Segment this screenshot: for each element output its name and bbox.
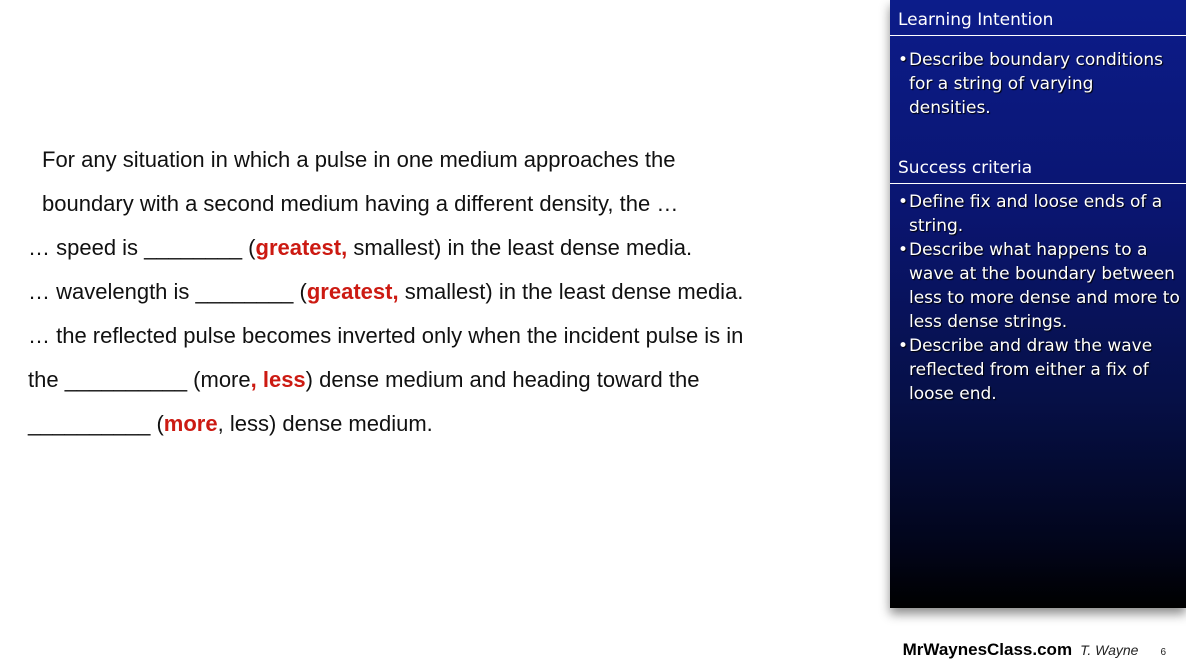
- body-line-7: [28, 402, 888, 446]
- slide-body: [28, 138, 888, 446]
- body-line-1: For any situation in which a pulse in one medium approaches the: [42, 147, 676, 172]
- wavelength-text-before: … wavelength is ________ (: [28, 279, 307, 304]
- toward-answer-more: more: [163, 411, 218, 436]
- speed-answer: greatest,: [255, 235, 348, 260]
- medium-text-before: the __________ (more: [28, 367, 251, 392]
- success-criteria-item: • Describe and draw the wave reflected from either a fix of loose end.: [898, 334, 1180, 406]
- success-criteria-item: • Describe what happens to a wave at the boundary between less to more dense and more to less dense strings.: [898, 238, 1180, 334]
- body-line-5: … the reflected pulse becomes inverted only when the incident pulse is in: [28, 323, 744, 348]
- success-criteria-heading: Success criteria: [890, 148, 1186, 184]
- learning-intention-heading: Learning Intention: [890, 0, 1186, 36]
- speed-text-before: … speed is ________ (: [28, 235, 256, 260]
- toward-text-before: __________ (: [28, 411, 164, 436]
- success-criteria-item: • Define fix and loose ends of a string.: [898, 190, 1180, 238]
- author-name: T. Wayne: [1080, 642, 1139, 658]
- body-line-2: boundary with a second medium having a different density, the …: [42, 191, 679, 216]
- medium-answer-less: , less: [250, 367, 306, 392]
- body-line-6: [28, 358, 888, 402]
- speed-text-after: smallest) in the least dense media.: [347, 235, 693, 260]
- learning-intention-item: • Describe boundary conditions for a string of varying densities.: [898, 48, 1180, 120]
- learning-intention-list: [890, 48, 1186, 120]
- body-line-speed: [28, 226, 888, 270]
- slide-footer: [903, 640, 1166, 662]
- medium-text-after: ) dense medium and heading toward the: [305, 367, 700, 392]
- body-line-wavelength: [28, 270, 888, 314]
- success-criteria-list: [890, 190, 1186, 406]
- wavelength-answer: greatest,: [306, 279, 399, 304]
- page-number: 6: [1160, 647, 1166, 658]
- learning-panel: [890, 0, 1186, 608]
- toward-text-after: , less) dense medium.: [217, 411, 433, 436]
- wavelength-text-after: smallest) in the least dense media.: [398, 279, 744, 304]
- site-brand: MrWaynesClass.com: [902, 640, 1073, 659]
